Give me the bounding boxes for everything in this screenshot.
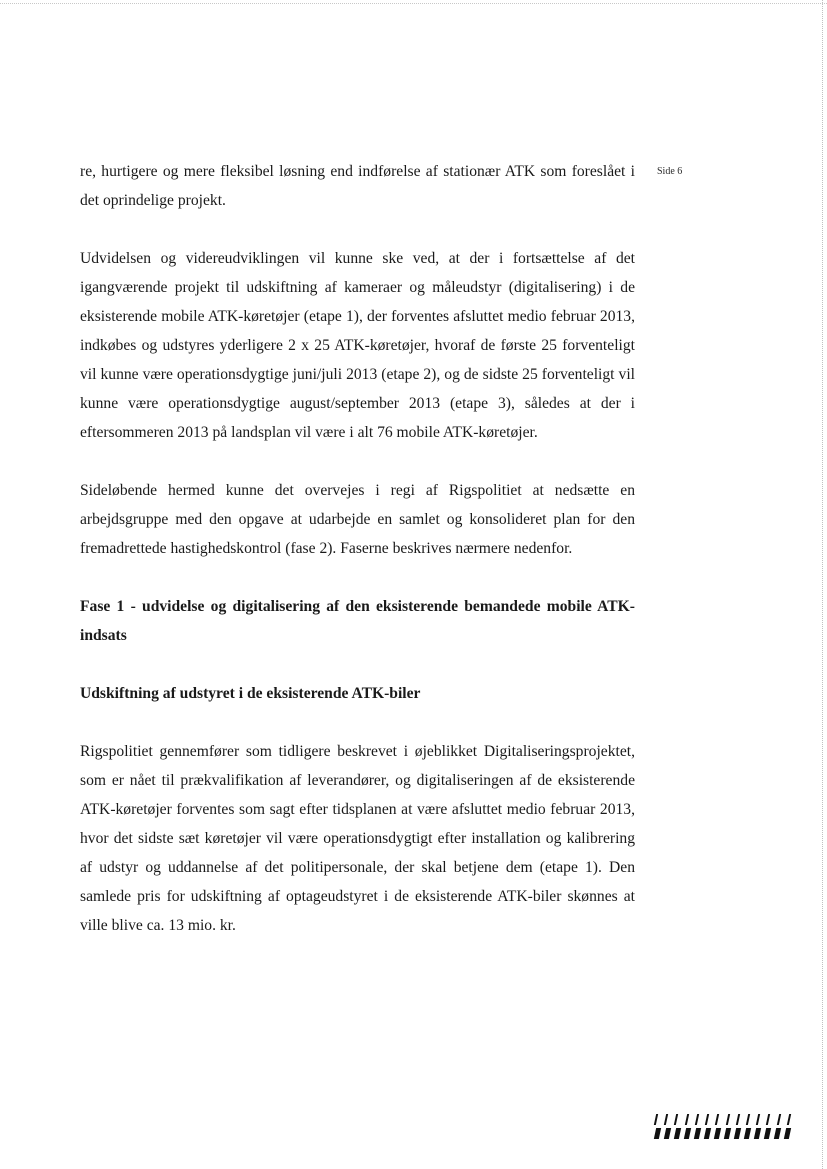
- barcode-bar: [654, 1114, 658, 1125]
- barcode-bar: [664, 1114, 668, 1125]
- barcode-bar: [724, 1128, 731, 1139]
- barcode-bar: [684, 1114, 688, 1125]
- barcode-bar: [776, 1114, 780, 1125]
- barcode-bar: [714, 1128, 721, 1139]
- document-body: [80, 157, 635, 940]
- barcode-bar: [766, 1114, 770, 1125]
- barcode-bar: [684, 1128, 691, 1139]
- page-number: Side 6: [657, 166, 683, 177]
- paragraph-expansion: Udvidelsen og videreudviklingen vil kunne ske ved, at der i fortsættelse af det igangværende projekt til udskiftning af kameraer og måleudstyr (digitalisering) i de eksisterende mobile ATK-køretøjer (etape 1), der forventes afsluttet medio februar 2013, indkøbes og udstyres yderligere 2 x 25 ATK-køretøjer, hvoraf de første 25 forventeligt vil kunne være operationsdygtige juni/juli 2013 (etape 2), og de sidste 25 forventeligt vil kunne være operationsdygtige august/september 2013 (etape 3), således at der i eftersommeren 2013 på landsplan vil være i alt 76 mobile ATK-køretøjer.: [80, 250, 635, 441]
- barcode-bar: [764, 1128, 771, 1139]
- paragraph-working-group: Sideløbende hermed kunne det overvejes i regi af Rigspolitiet at nedsætte en arbejdsgruppe med den opgave at udarbejde en samlet og konsolideret plan for den fremadrettede hastighedskontrol (fase 2). Faserne beskrives nærmere nedenfor.: [80, 482, 635, 557]
- scan-edge-right: [822, 0, 823, 1169]
- barcode-bar: [787, 1114, 791, 1125]
- barcode-bar: [715, 1114, 719, 1125]
- barcode-bar: [744, 1128, 751, 1139]
- barcode-bar: [734, 1128, 741, 1139]
- barcode-bar: [736, 1114, 740, 1125]
- subsection-heading-equipment: Udskiftning af udstyret i de eksisterende ATK-biler: [80, 685, 421, 702]
- paragraph-digitalization: Rigspolitiet gennemfører som tidligere beskrevet i øjeblikket Digitaliseringsprojektet, som er nået til prækvalifikation af leverandører, og digitaliseringen af de eksisterende ATK-køretøjer forventes som sagt efter tidsplanen at være afsluttet medio februar 2013, hvor det sidste sæt køretøjer vil være operationsdygtigt efter installation og kalibrering af udstyr og uddannelse af det politipersonale, der skal betjene dem (etape 1). Den samlede pris for udskiftning af optageudstyret i de eksisterende ATK-biler skønnes at ville blive ca. 13 mio. kr.: [80, 743, 635, 934]
- barcode-bar: [756, 1114, 760, 1125]
- barcode-icon: [655, 1114, 790, 1140]
- barcode-bar: [654, 1128, 661, 1139]
- barcode-bar: [774, 1128, 781, 1139]
- barcode-bar: [754, 1128, 761, 1139]
- barcode-bar: [746, 1114, 750, 1125]
- barcode-bar: [694, 1128, 701, 1139]
- scan-edge-top: [0, 3, 827, 4]
- barcode-bar: [695, 1114, 699, 1125]
- barcode-bar: [664, 1128, 671, 1139]
- barcode-bar: [704, 1128, 711, 1139]
- barcode-bar: [674, 1128, 681, 1139]
- barcode-bar: [725, 1114, 729, 1125]
- paragraph-continuation: re, hurtigere og mere fleksibel løsning end indførelse af stationær ATK som foreslået i det oprindelige projekt.: [80, 163, 635, 209]
- barcode-bar: [674, 1114, 678, 1125]
- section-heading-phase-1: Fase 1 - udvidelse og digitalisering af den eksisterende bemandede mobile ATK-indsats: [80, 598, 635, 644]
- barcode-bar: [784, 1128, 791, 1139]
- barcode-bar: [705, 1114, 709, 1125]
